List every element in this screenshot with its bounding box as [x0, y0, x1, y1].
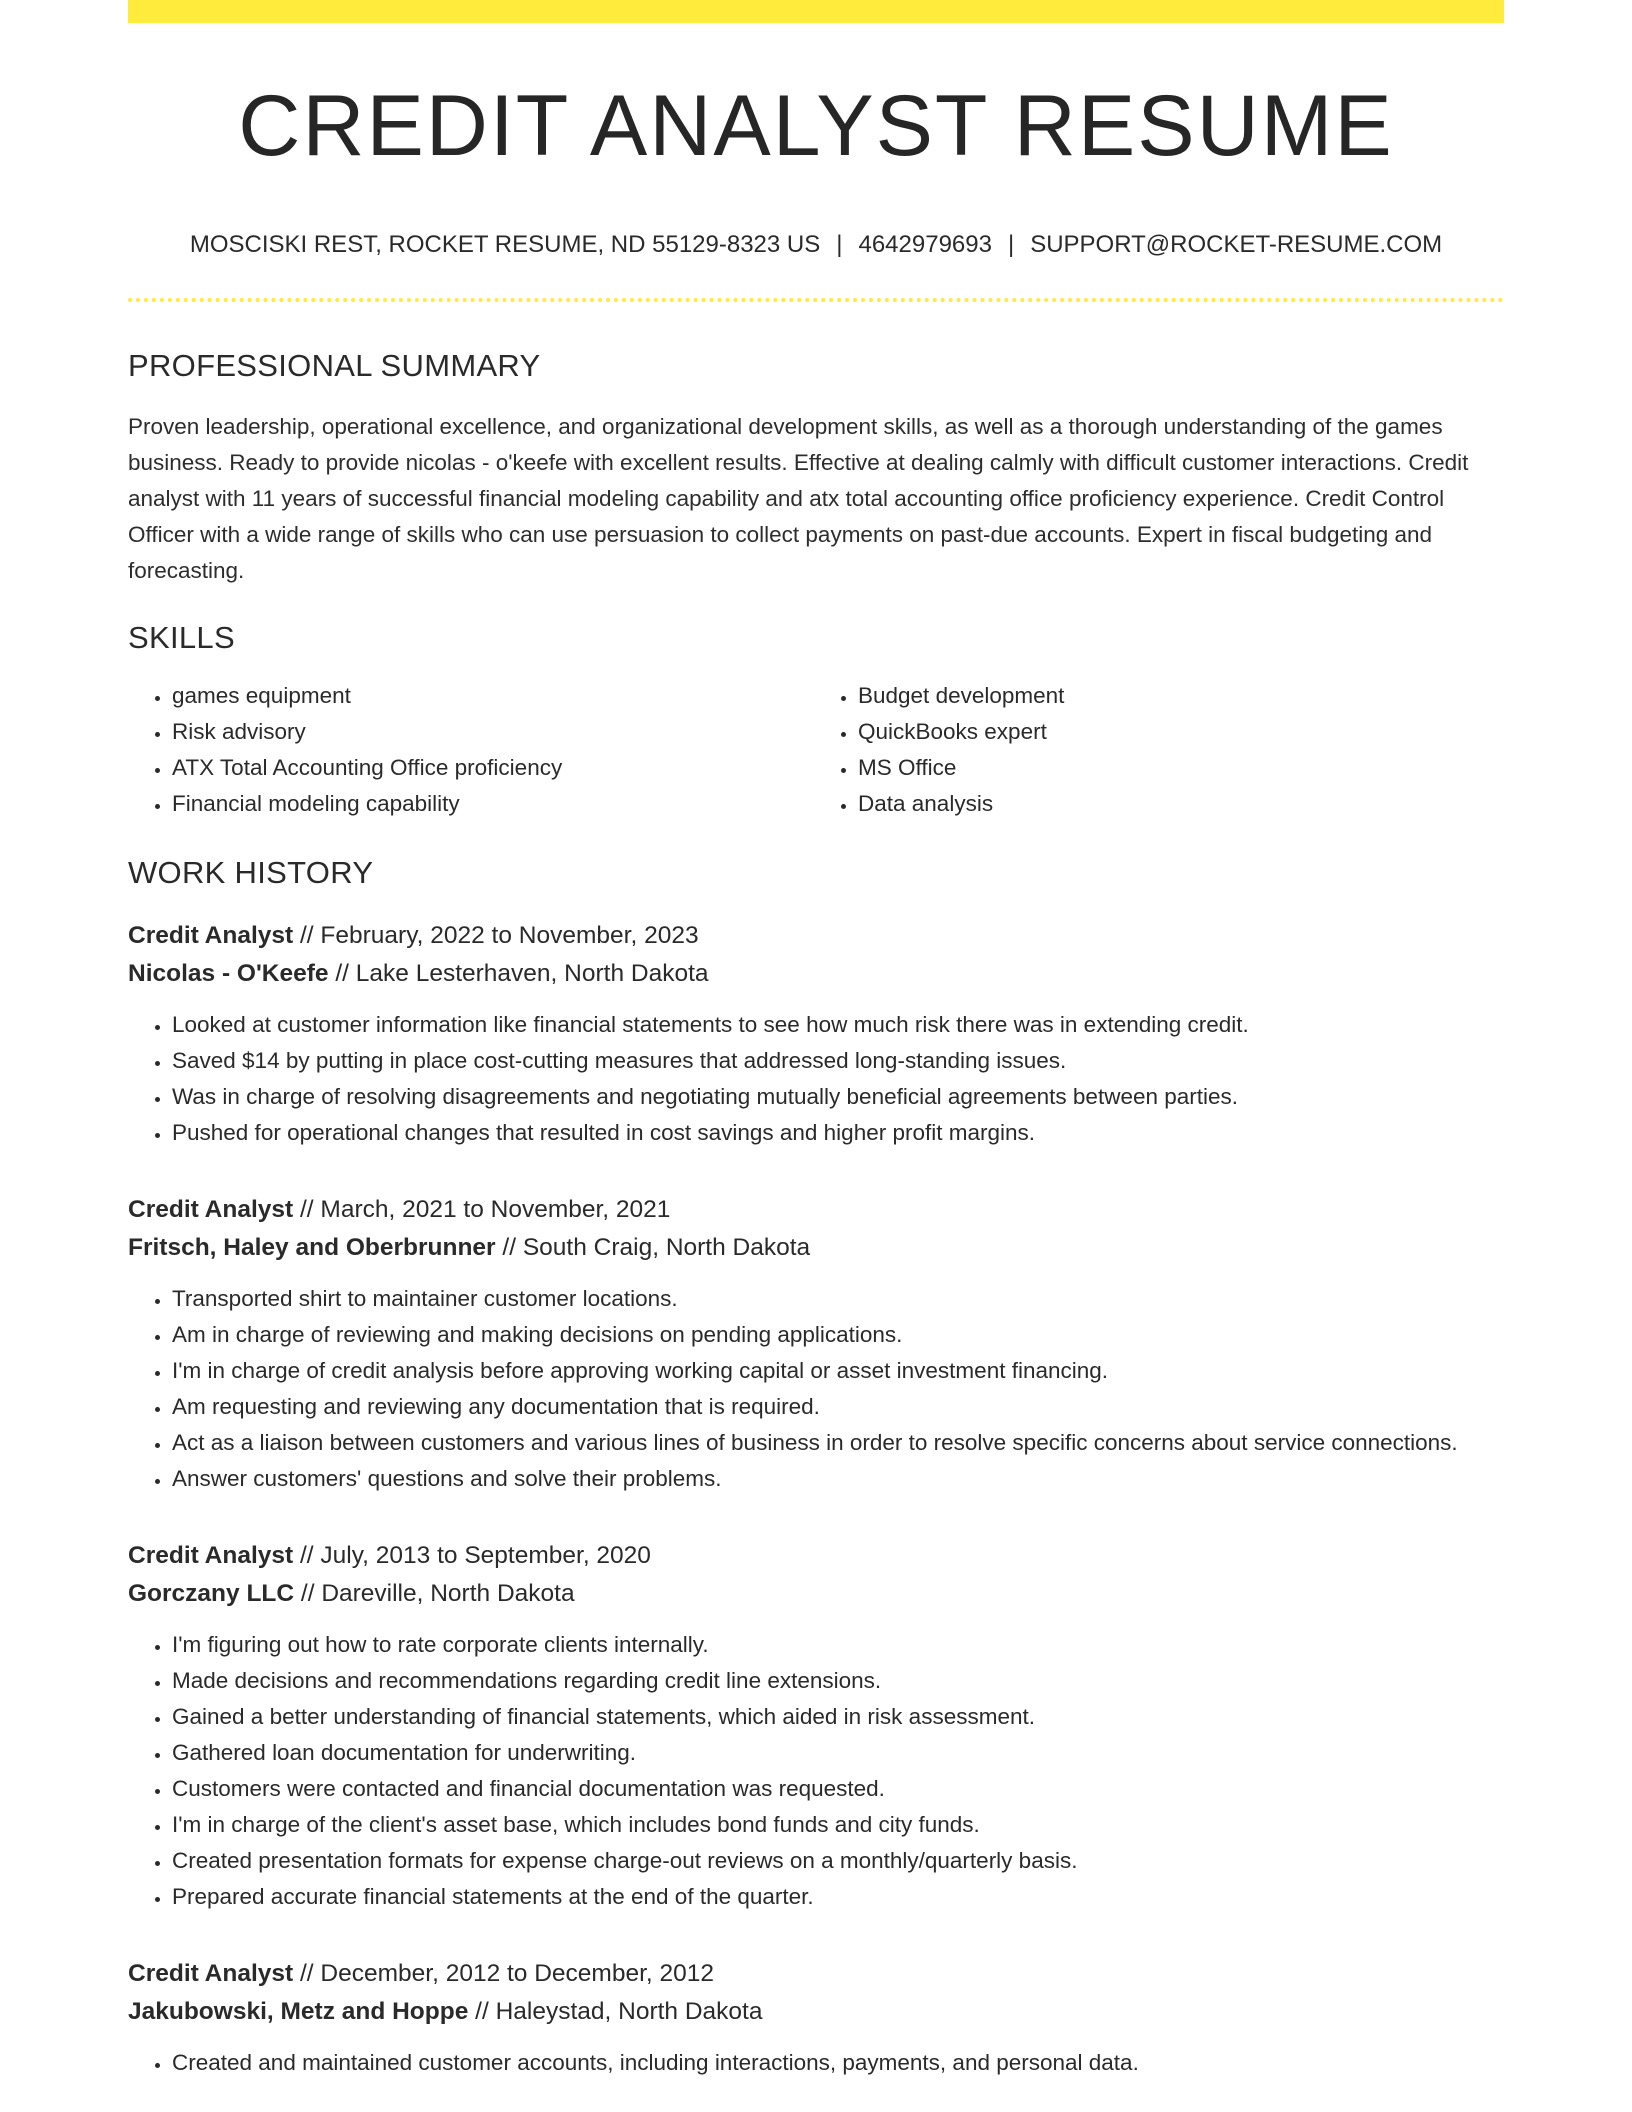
skill-item: • games equipment — [172, 678, 808, 714]
job-bullet: • Created and maintained customer accounts, including interactions, payments, and personal data. — [172, 2045, 1504, 2081]
contact-address: MOSCISKI REST, ROCKET RESUME, ND 55129-8323 US — [189, 231, 821, 258]
skill-item: • QuickBooks expert — [858, 714, 1494, 750]
job-location: // Lake Lesterhaven, North Dakota — [328, 960, 709, 988]
job-company-line — [128, 1575, 1504, 1613]
job-bullet: • Answer customers' questions and solve their problems. — [172, 1461, 1504, 1497]
job-entry — [128, 1191, 1504, 1497]
job-role-line — [128, 1955, 1504, 1993]
job-bullet: • Transported shirt to maintainer customer locations. — [172, 1281, 1504, 1317]
job-bullet: • Saved $14 by putting in place cost-cutting measures that addressed long-standing issues. — [172, 1043, 1504, 1079]
job-bullet: • Looked at customer information like financial statements to see how much risk there was in extending credit. — [172, 1007, 1504, 1043]
job-entry — [128, 917, 1504, 1151]
job-location: // South Craig, North Dakota — [495, 1234, 811, 1262]
skills-column-left — [128, 678, 808, 822]
job-bullets — [128, 1627, 1504, 1915]
resume-page — [128, 0, 1504, 2081]
dotted-divider — [128, 298, 1504, 302]
skill-item: • Data analysis — [858, 786, 1494, 822]
contact-phone: 4642979693 — [858, 231, 992, 258]
work-history-heading: WORK HISTORY — [128, 855, 374, 891]
job-bullet: • Gathered loan documentation for underwriting. — [172, 1735, 1504, 1771]
skill-item: • Financial modeling capability — [172, 786, 808, 822]
job-role: Credit Analyst — [128, 922, 294, 950]
job-bullet: • Am requesting and reviewing any documentation that is required. — [172, 1389, 1504, 1425]
job-company: Nicolas - O'Keefe — [128, 960, 329, 988]
job-bullet: • Act as a liaison between customers and various lines of business in order to resolve specific concerns about service connections. — [172, 1425, 1504, 1461]
skill-item: • ATX Total Accounting Office proficiency — [172, 750, 808, 786]
job-bullet: • Pushed for operational changes that resulted in cost savings and higher profit margins. — [172, 1115, 1504, 1151]
resume-title: CREDIT ANALYST RESUME — [238, 78, 1394, 174]
skills-heading: SKILLS — [128, 619, 235, 655]
job-bullet: • Gained a better understanding of financial statements, which aided in risk assessment. — [172, 1699, 1504, 1735]
contact-separator: | — [1007, 231, 1015, 258]
job-bullets — [128, 1007, 1504, 1151]
summary-text: Proven leadership, operational excellence, and organizational development skills, as well as a thorough understanding of the games business. Ready to provide nicolas - o'keefe with excellent results. Effective at dealing calmly with difficult customer interactions. Credit analyst with 11 years of successful financial modeling capability and atx total accounting office proficiency experience. Credit Control Officer with a wide range of skills who can use persuasion to collect payments on past-due accounts. Expert in fiscal budgeting and forecasting. — [128, 413, 1469, 583]
job-bullet: • I'm in charge of the client's asset base, which includes bond funds and city funds. — [172, 1807, 1504, 1843]
job-location: // Haleystad, North Dakota — [468, 1998, 763, 2026]
job-bullet: • I'm figuring out how to rate corporate clients internally. — [172, 1627, 1504, 1663]
job-bullet: • Prepared accurate financial statements at the end of the quarter. — [172, 1879, 1504, 1915]
job-role-line — [128, 1191, 1504, 1229]
job-dates: // March, 2021 to November, 2021 — [293, 1196, 671, 1224]
job-location: // Dareville, North Dakota — [294, 1580, 575, 1608]
job-dates: // July, 2013 to September, 2020 — [293, 1542, 651, 1570]
job-role: Credit Analyst — [128, 1542, 294, 1570]
job-company-line — [128, 1229, 1504, 1267]
job-company: Gorczany LLC — [128, 1580, 295, 1608]
job-bullet: • Made decisions and recommendations regarding credit line extensions. — [172, 1663, 1504, 1699]
job-entry — [128, 1537, 1504, 1915]
job-dates: // December, 2012 to December, 2012 — [293, 1960, 715, 1988]
job-bullet: • Am in charge of reviewing and making decisions on pending applications. — [172, 1317, 1504, 1353]
job-role: Credit Analyst — [128, 1960, 294, 1988]
job-company: Jakubowski, Metz and Hoppe — [128, 1998, 469, 2026]
job-dates: // February, 2022 to November, 2023 — [293, 922, 699, 950]
job-company-line — [128, 1993, 1504, 2031]
skill-item: • Risk advisory — [172, 714, 808, 750]
skills-list — [128, 678, 1504, 822]
job-role-line — [128, 917, 1504, 955]
contact-separator: | — [836, 231, 843, 258]
job-bullet: • Customers were contacted and financial documentation was requested. — [172, 1771, 1504, 1807]
summary-heading: PROFESSIONAL SUMMARY — [128, 347, 541, 383]
job-entry — [128, 1955, 1504, 2081]
job-bullet: • I'm in charge of credit analysis before approving working capital or asset investment financing. — [172, 1353, 1504, 1389]
skill-item: • Budget development — [858, 678, 1494, 714]
job-bullets — [128, 2045, 1504, 2081]
job-role: Credit Analyst — [128, 1196, 294, 1224]
skill-item: • MS Office — [858, 750, 1494, 786]
job-bullet: • Was in charge of resolving disagreements and negotiating mutually beneficial agreements between parties. — [172, 1079, 1504, 1115]
job-role-line — [128, 1537, 1504, 1575]
top-accent-bar — [128, 0, 1504, 23]
contact-email: SUPPORT@ROCKET-RESUME.COM — [1030, 231, 1443, 258]
job-company: Fritsch, Haley and Oberbrunner — [128, 1234, 496, 1262]
job-company-line — [128, 955, 1504, 993]
job-bullets — [128, 1281, 1504, 1497]
job-bullet: • Created presentation formats for expense charge-out reviews on a monthly/quarterly basis. — [172, 1843, 1504, 1879]
skills-column-right — [808, 678, 1494, 822]
contact-line — [128, 231, 1504, 260]
